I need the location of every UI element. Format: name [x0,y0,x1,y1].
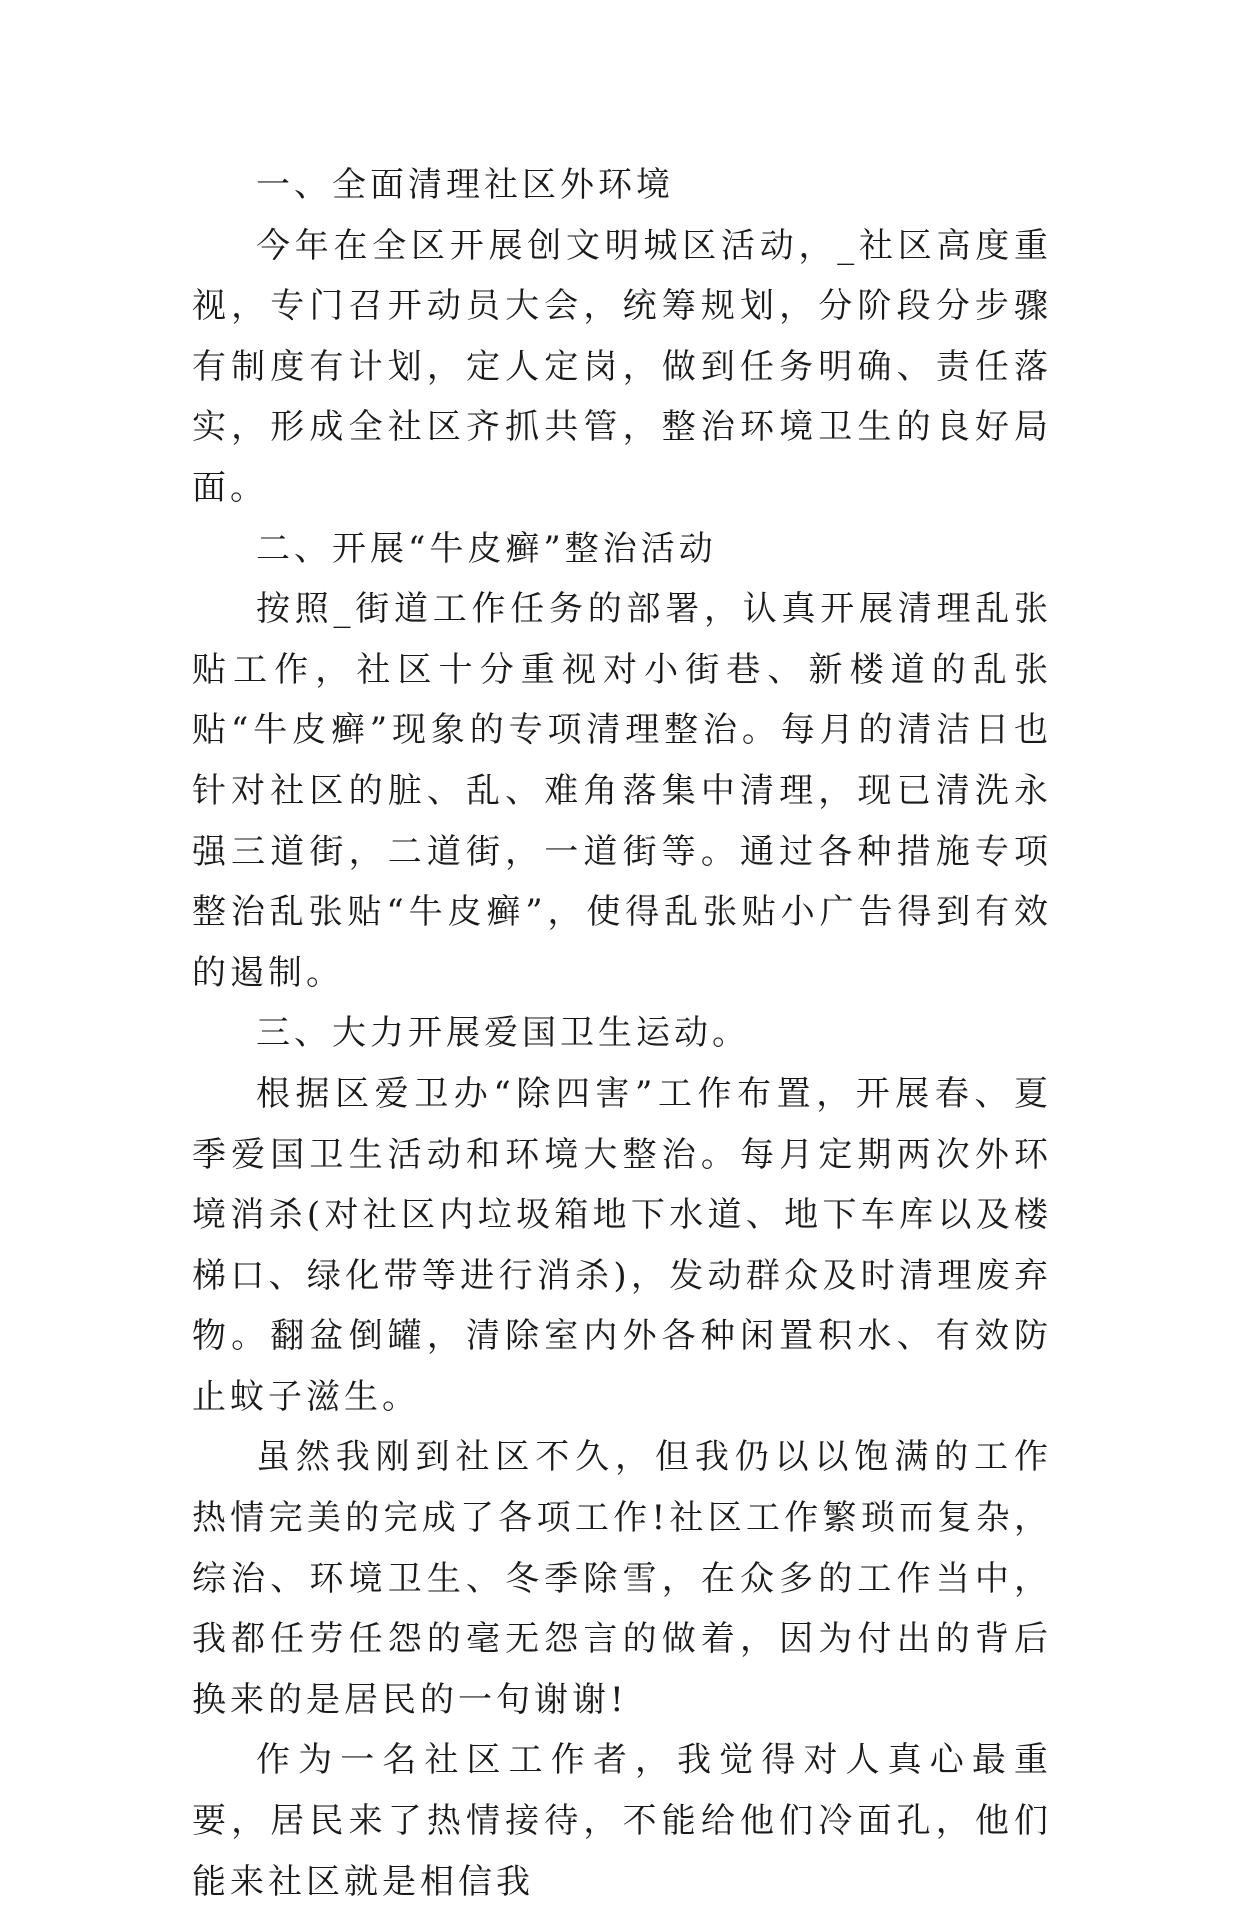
paragraph-4: 虽然我刚到社区不久，但我仍以以饱满的工作热情完美的完成了各项工作!社区工作繁琐而复杂，综治、环境卫生、冬季除雪，在众多的工作当中，我都任劳任怨的毫无怨言的做着，因为付出的背后换来的是居民的一句谢谢! [192,1437,1052,1720]
paragraph-3: 根据区爱卫办“除四害”工作布置，开展春、夏季爱国卫生活动和环境大整治。每月定期两次外环境消杀(对社区内垃圾箱地下水道、地下车库以及楼梯口、绿化带等进行消杀)，发动群众及时清理废弃物。翻盆倒罐，清除室内外各种闲置积水、有效防止蚊子滋生。 [192,1073,1052,1417]
document-body [192,155,1052,1912]
heading-1: 一、全面清理社区外环境 [256,165,674,205]
paragraph-5: 作为一名社区工作者，我觉得对人真心最重要，居民来了热情接待，不能给他们冷面孔，他们能来社区就是相信我 [192,1740,1052,1902]
paragraph-2: 按照_街道工作任务的部署，认真开展清理乱张贴工作，社区十分重视对小街巷、新楼道的乱张贴“牛皮癣”现象的专项清理整治。每月的清洁日也针对社区的脏、乱、难角落集中清理，现已清洗永强三道街，二道街，一道街等。通过各种措施专项整治乱张贴“牛皮癣”，使得乱张贴小广告得到有效的遏制。 [192,589,1052,993]
paragraph-1: 今年在全区开展创文明城区活动，_社区高度重视，专门召开动员大会，统筹规划，分阶段分步骤有制度有计划，定人定岗，做到任务明确、责任落实，形成全社区齐抓共管，整治环境卫生的良好局面。 [192,225,1052,508]
heading-2: 二、开展“牛皮癣”整治活动 [256,528,717,569]
heading-3: 三、大力开展爱国卫生运动。 [256,1013,750,1054]
